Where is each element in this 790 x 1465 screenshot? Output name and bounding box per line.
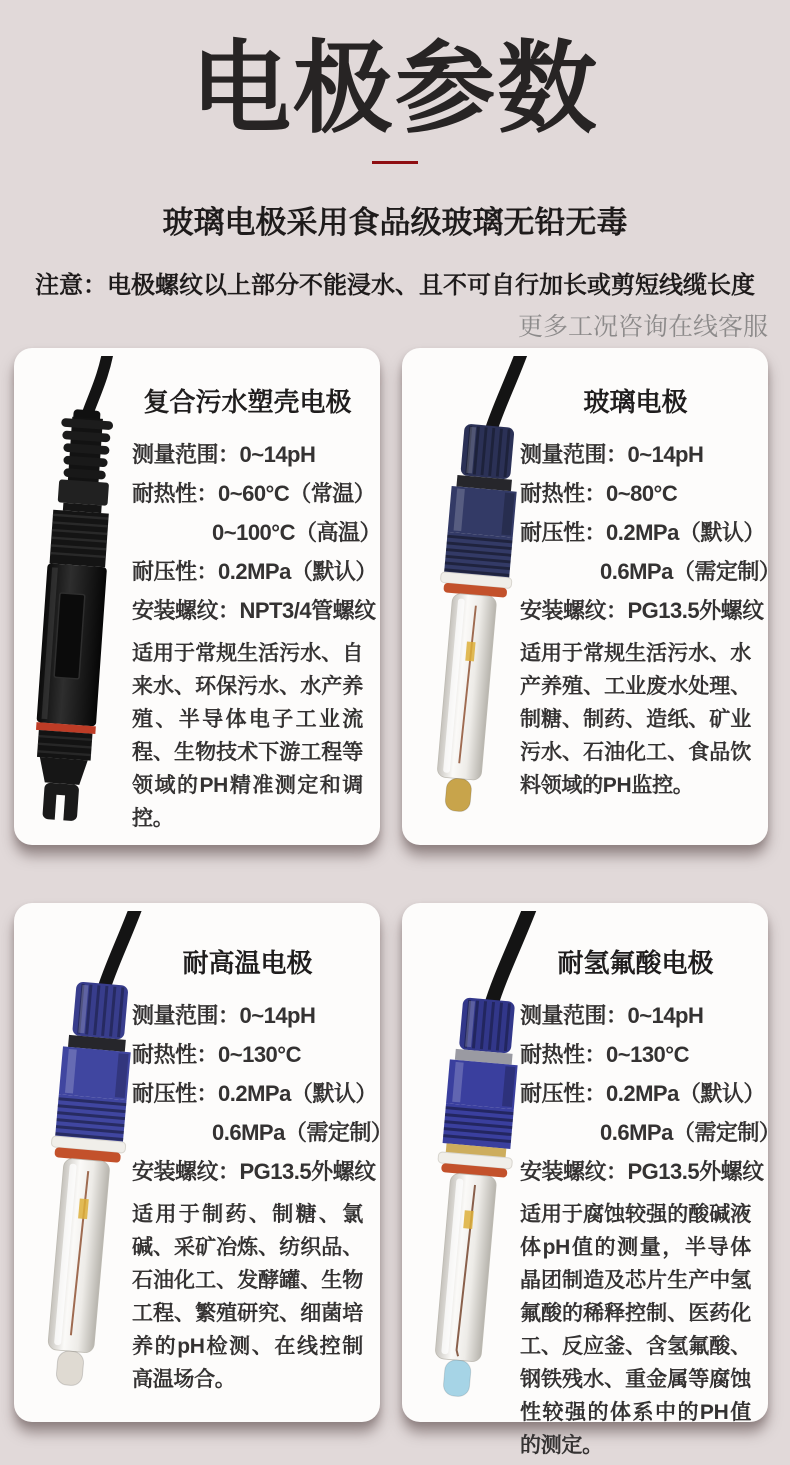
spec-row: 安装螺纹：NPT3/4管螺纹 (132, 598, 376, 623)
spec-row: 测量范围：0~14pH (132, 442, 316, 467)
spec-list (520, 996, 781, 1191)
card-title: 耐高温电极 (182, 948, 313, 978)
card-title: 复合污水塑壳电极 (143, 387, 352, 417)
card-body (132, 943, 393, 1396)
notice-text: 注意：电极螺纹以上部分不能浸水、且不可自行加长或剪短线缆长度 (35, 272, 755, 299)
spec-row: 耐压性：0.2MPa（默认） (132, 559, 377, 584)
spec-row: 测量范围：0~14pH (520, 1003, 704, 1028)
page-title: 电极参数 (191, 33, 599, 145)
spec-list (132, 996, 393, 1191)
customer-service-link[interactable]: 更多工况咨询在线客服 (517, 313, 768, 341)
card-body (520, 382, 781, 802)
card-title: 玻璃电极 (583, 387, 688, 417)
spec-row: 安装螺纹：PG13.5外螺纹 (132, 1159, 376, 1184)
spec-row: 0~100°C（高温） (212, 520, 381, 545)
spec-row: 安装螺纹：PG13.5外螺纹 (520, 1159, 764, 1184)
spec-row: 耐热性：0~130°C (520, 1042, 689, 1067)
spec-row: 耐压性：0.2MPa（默认） (132, 1081, 377, 1106)
card-description: 适用于常规生活污水、自来水、环保污水、水产养殖、半导体电子工业流程、生物技术下游工程等领域的PH精准测定和调控。 (132, 642, 363, 830)
spec-row: 测量范围：0~14pH (520, 442, 704, 467)
spec-row: 安装螺纹：PG13.5外螺纹 (520, 598, 764, 623)
card-title: 耐氢氟酸电极 (557, 948, 714, 978)
card-body (520, 943, 781, 1462)
spec-row: 耐热性：0~80°C (520, 481, 678, 506)
product-cards-grid (14, 348, 781, 1457)
product-card-hydrofluoric-acid (402, 903, 781, 1457)
spec-row: 耐热性：0~130°C (132, 1042, 301, 1067)
spec-list (132, 435, 381, 630)
product-card-composite-sewage (14, 348, 380, 845)
product-card-glass (402, 348, 781, 845)
card-description: 适用于腐蚀较强的酸碱液体pH值的测量，半导体晶团制造及芯片生产中氢氟酸的稀释控制、医药化工、反应釜、含氢氟酸、钢铁残水、重金属等腐蚀性较强的体系中的PH值的测定。 (520, 1203, 751, 1457)
card-body (132, 382, 381, 835)
card-description: 适用于制药、制糖、氯碱、采矿冶炼、纺织品、石油化工、发酵罐、生物工程、繁殖研究、细菌培养的pH检测、在线控制高温场合。 (132, 1203, 363, 1391)
spec-list (520, 435, 781, 630)
card-description: 适用于常规生活污水、水产养殖、工业废水处理、制糖、制药、造纸、矿业污水、石油化工、食品饮料领域的PH监控。 (520, 642, 751, 797)
spec-row: 0.6MPa（需定制） (600, 1120, 781, 1145)
title-divider (372, 161, 418, 164)
spec-row: 0.6MPa（需定制） (212, 1120, 393, 1145)
spec-row: 耐压性：0.2MPa（默认） (520, 520, 765, 545)
page-subtitle: 玻璃电极采用食品级玻璃无铅无毒 (162, 205, 628, 240)
spec-row: 耐压性：0.2MPa（默认） (520, 1081, 765, 1106)
spec-row: 0.6MPa（需定制） (600, 559, 781, 584)
spec-row: 耐热性：0~60°C（常温） (132, 481, 376, 506)
spec-row: 测量范围：0~14pH (132, 1003, 316, 1028)
product-card-high-temperature (14, 903, 393, 1422)
